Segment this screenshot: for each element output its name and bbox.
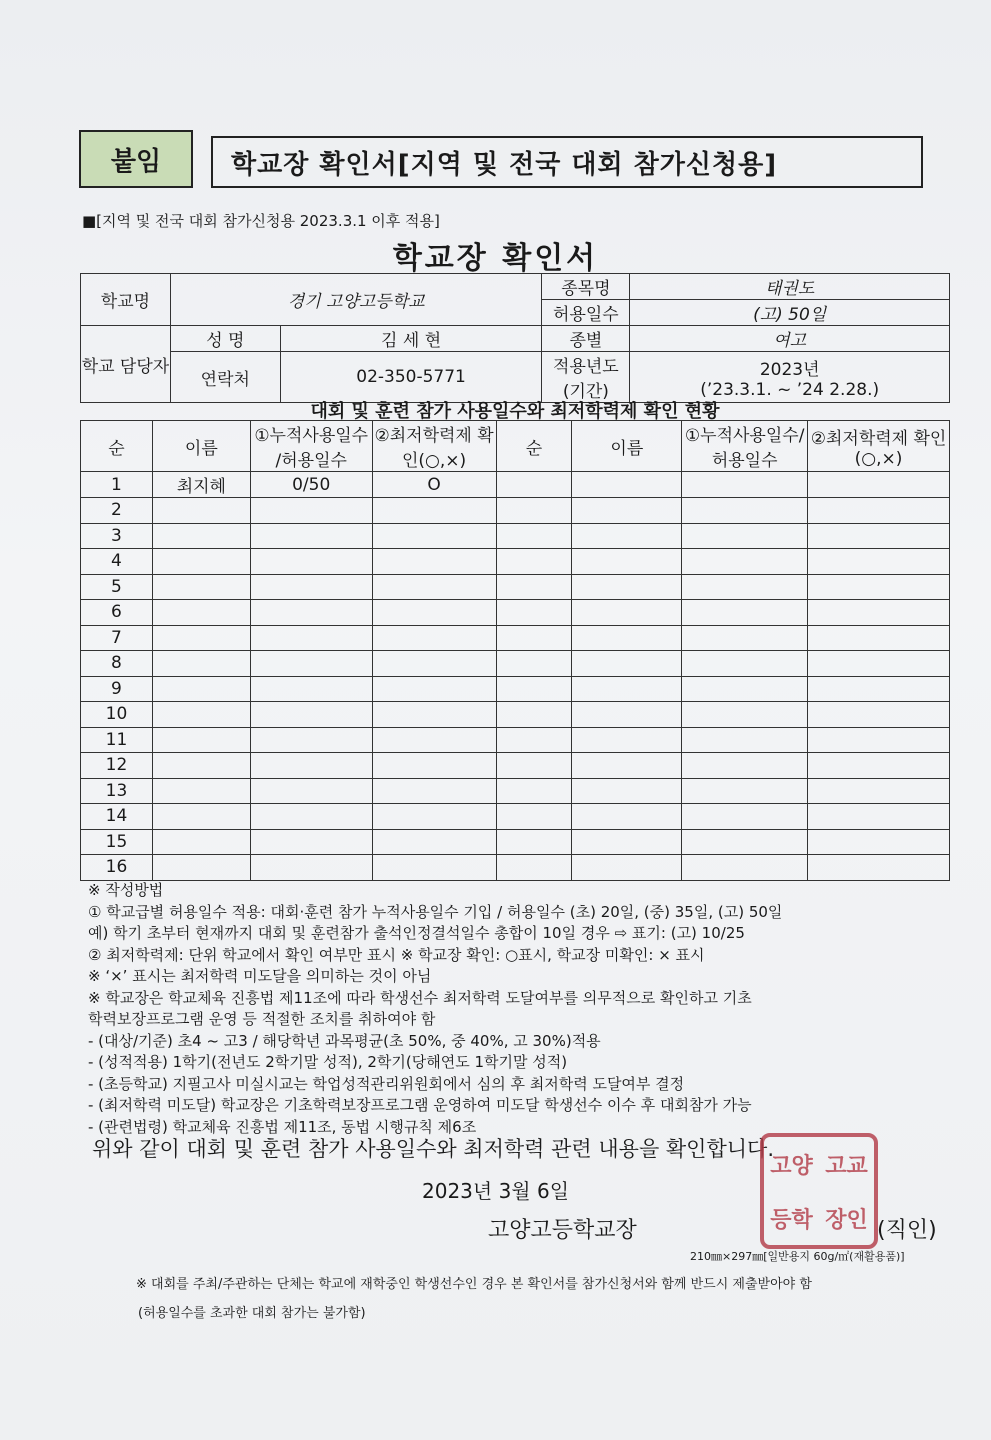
empty-cell — [572, 829, 682, 855]
empty-cell — [808, 804, 950, 830]
row-days — [250, 676, 372, 702]
row-check — [372, 600, 496, 626]
note-line: - (최저학력 미도달) 학교장은 기초학력보장프로그램 운영하여 미도달 학생선수 이수 후 대회참가 가능 — [88, 1096, 752, 1114]
empty-cell — [496, 498, 572, 524]
table-row — [81, 600, 950, 626]
note-line: 예) 학기 초부터 현재까지 대회 및 훈련참가 출석인정결석일수 총합이 10일 경우 ⇨ 표기: (고) 10/25 — [88, 924, 745, 942]
header-name: 이름 — [152, 421, 250, 472]
row-number: 9 — [81, 676, 153, 702]
empty-cell — [572, 600, 682, 626]
empty-cell — [682, 829, 808, 855]
table-row — [81, 676, 950, 702]
empty-cell — [808, 727, 950, 753]
empty-cell — [572, 855, 682, 881]
empty-cell — [682, 651, 808, 677]
table-row — [81, 753, 950, 779]
row-name — [152, 727, 250, 753]
row-name — [152, 651, 250, 677]
row-check: O — [372, 472, 496, 498]
row-days — [250, 778, 372, 804]
empty-cell — [682, 676, 808, 702]
instructions — [88, 880, 948, 1138]
row-name — [152, 498, 250, 524]
empty-cell — [808, 472, 950, 498]
note-line: ※ 작성방법 — [88, 881, 164, 899]
row-number: 15 — [81, 829, 153, 855]
seal-char: 고양 — [770, 1153, 813, 1179]
empty-cell — [572, 804, 682, 830]
row-number: 8 — [81, 651, 153, 677]
empty-cell — [682, 498, 808, 524]
row-days — [250, 855, 372, 881]
allowed-label: 허용일수 — [542, 300, 630, 326]
empty-cell — [808, 778, 950, 804]
table-row — [81, 702, 950, 728]
row-check — [372, 676, 496, 702]
empty-cell — [572, 753, 682, 779]
row-days — [250, 651, 372, 677]
note-line: - (성적적용) 1학기(전년도 2학기말 성적), 2학기(당해연도 1학기말 성적) — [88, 1053, 568, 1071]
name-value: 김 세 현 — [280, 326, 542, 352]
note-line: - (관련법령) 학교체육 진흥법 제11조, 동법 시행규칙 제6조 — [88, 1117, 477, 1136]
row-number: 16 — [81, 855, 153, 881]
note-line: - (대상/기준) 초4 ~ 고3 / 해당학년 과목평균(초 50%, 중 40%, 고 30%)적용 — [88, 1031, 601, 1050]
row-name — [152, 829, 250, 855]
status-table — [80, 420, 950, 881]
gender-label: 종별 — [542, 326, 630, 352]
empty-cell — [808, 498, 950, 524]
empty-cell — [572, 727, 682, 753]
row-days — [250, 753, 372, 779]
empty-cell — [682, 574, 808, 600]
row-number: 11 — [81, 727, 153, 753]
empty-cell — [808, 625, 950, 651]
row-days — [250, 549, 372, 575]
row-number: 14 — [81, 804, 153, 830]
header-check-2: ②최저학력제 확인(○,×) — [808, 421, 950, 472]
contact-label: 연락처 — [170, 352, 280, 403]
info-table — [80, 273, 950, 403]
empty-cell — [572, 523, 682, 549]
empty-cell — [808, 855, 950, 881]
form-title-box: 학교장 확인서[지역 및 전국 대회 참가신청용] — [211, 136, 923, 188]
empty-cell — [808, 676, 950, 702]
table-row — [81, 523, 950, 549]
row-check — [372, 753, 496, 779]
allowed-value: (고) 50일 — [630, 300, 950, 326]
row-check — [372, 625, 496, 651]
note-line: 학력보장프로그램 운영 등 적절한 조치를 취하여야 함 — [88, 1010, 436, 1028]
table-row — [81, 855, 950, 881]
row-number: 1 — [81, 472, 153, 498]
event-label: 종목명 — [542, 274, 630, 300]
row-name — [152, 523, 250, 549]
year-cell — [630, 352, 950, 403]
empty-cell — [496, 676, 572, 702]
table-row — [81, 804, 950, 830]
form-subtitle: ■[지역 및 전국 대회 참가신청용 2023.3.1 이후 적용] — [82, 212, 440, 230]
row-name — [152, 778, 250, 804]
event-value: 태권도 — [630, 274, 950, 300]
empty-cell — [572, 676, 682, 702]
empty-cell — [496, 625, 572, 651]
gender-value: 여고 — [630, 326, 950, 352]
header-check: ②최저학력제 확인(○,×) — [372, 421, 496, 472]
year-label: 적용년도 (기간) — [542, 352, 630, 403]
header-no-2: 순 — [496, 421, 572, 472]
empty-cell — [682, 549, 808, 575]
empty-cell — [572, 549, 682, 575]
empty-cell — [572, 651, 682, 677]
confirmation-statement: 위와 같이 대회 및 훈련 참가 사용일수와 최저학력 관련 내용을 확인합니다. — [92, 1137, 775, 1161]
empty-cell — [572, 702, 682, 728]
empty-cell — [496, 549, 572, 575]
empty-cell — [808, 523, 950, 549]
principal-title: 고양고등학교장 — [488, 1218, 637, 1243]
row-number: 7 — [81, 625, 153, 651]
empty-cell — [682, 727, 808, 753]
row-number: 3 — [81, 523, 153, 549]
official-seal — [760, 1133, 878, 1249]
note-line: ※ 학교장은 학교체육 진흥법 제11조에 따라 학생선수 최저학력 도달여부를 의무적으로 확인하고 기초 — [88, 988, 752, 1007]
empty-cell — [496, 600, 572, 626]
row-check — [372, 523, 496, 549]
row-check — [372, 855, 496, 881]
seal-char: 장인 — [825, 1207, 868, 1233]
note-line: ② 최저학력제: 단위 학교에서 확인 여부만 표시 ※ 학교장 확인: ○표시, 학교장 미확인: × 표시 — [88, 945, 705, 964]
row-name — [152, 804, 250, 830]
footer-note: ※ 대회를 주최/주관하는 단체는 학교에 재학중인 학생선수인 경우 본 확인서를 참가신청서와 함께 반드시 제출받아야 함 — [136, 1277, 812, 1292]
page-title: 학교장 확인서 — [392, 241, 599, 276]
row-days — [250, 523, 372, 549]
period-value: (’23.3.1. ~ ’24 2.28.) — [700, 379, 880, 400]
empty-cell — [496, 651, 572, 677]
header-name-2: 이름 — [572, 421, 682, 472]
row-check — [372, 549, 496, 575]
empty-cell — [682, 804, 808, 830]
school-value: 경기 고양고등학교 — [170, 274, 542, 326]
staff-label: 학교 담당자 — [81, 326, 171, 403]
empty-cell — [572, 625, 682, 651]
issue-date: 2023년 3월 6일 — [422, 1179, 570, 1203]
school-label: 학교명 — [81, 274, 171, 326]
empty-cell — [808, 702, 950, 728]
table-row — [81, 829, 950, 855]
row-check — [372, 651, 496, 677]
empty-cell — [496, 472, 572, 498]
row-name — [152, 625, 250, 651]
status-rows — [81, 472, 950, 881]
contact-value: 02-350-5771 — [280, 352, 542, 403]
empty-cell — [496, 753, 572, 779]
row-check — [372, 804, 496, 830]
table-row — [81, 472, 950, 498]
empty-cell — [682, 855, 808, 881]
paper-spec: 210㎜×297㎜[일반용지 60g/㎡(재활용품)] — [690, 1250, 905, 1263]
empty-cell — [496, 855, 572, 881]
note-line: - (초등학교) 지필고사 미실시교는 학업성적관리위원회에서 심의 후 최저학력 도달여부 결정 — [88, 1074, 685, 1093]
note-line: ※ ‘×’ 표시는 최저학력 미도달을 의미하는 것이 아님 — [88, 967, 432, 985]
row-days — [250, 625, 372, 651]
table-row — [81, 498, 950, 524]
row-name — [152, 549, 250, 575]
empty-cell — [496, 702, 572, 728]
empty-cell — [572, 778, 682, 804]
row-check — [372, 702, 496, 728]
row-name — [152, 753, 250, 779]
empty-cell — [682, 778, 808, 804]
row-check — [372, 778, 496, 804]
empty-cell — [572, 498, 682, 524]
name-label: 성 명 — [170, 326, 280, 352]
row-days — [250, 574, 372, 600]
empty-cell — [496, 829, 572, 855]
row-days — [250, 498, 372, 524]
empty-cell — [496, 523, 572, 549]
seal-char: 고교 — [825, 1153, 868, 1179]
table-row — [81, 778, 950, 804]
empty-cell — [808, 829, 950, 855]
table-row — [81, 549, 950, 575]
row-number: 10 — [81, 702, 153, 728]
row-name: 최지혜 — [152, 472, 250, 498]
row-check — [372, 727, 496, 753]
empty-cell — [808, 651, 950, 677]
empty-cell — [682, 625, 808, 651]
empty-cell — [682, 472, 808, 498]
row-number: 13 — [81, 778, 153, 804]
row-days — [250, 600, 372, 626]
note-line: ① 학교급별 허용일수 적용: 대회·훈련 참가 누적사용일수 기입 / 허용일수 (초) 20일, (중) 35일, (고) 50일 — [88, 902, 783, 921]
empty-cell — [682, 702, 808, 728]
row-check — [372, 498, 496, 524]
row-name — [152, 574, 250, 600]
empty-cell — [682, 600, 808, 626]
status-title: 대회 및 훈련 참가 사용일수와 최저학력제 확인 현황 — [310, 401, 720, 422]
empty-cell — [808, 574, 950, 600]
row-check — [372, 574, 496, 600]
row-number: 6 — [81, 600, 153, 626]
row-name — [152, 600, 250, 626]
table-row — [81, 574, 950, 600]
row-days: 0/50 — [250, 472, 372, 498]
row-name — [152, 676, 250, 702]
seal-char: 등학 — [770, 1207, 813, 1233]
row-days — [250, 702, 372, 728]
empty-cell — [808, 549, 950, 575]
row-number: 5 — [81, 574, 153, 600]
empty-cell — [496, 778, 572, 804]
empty-cell — [496, 804, 572, 830]
footer-note-2: (허용일수를 초과한 대회 참가는 불가함) — [138, 1306, 366, 1321]
header-days: ①누적사용일수 /허용일수 — [250, 421, 372, 472]
table-row — [81, 625, 950, 651]
row-number: 4 — [81, 549, 153, 575]
empty-cell — [682, 753, 808, 779]
row-check — [372, 829, 496, 855]
seal-label: (직인) — [877, 1218, 937, 1243]
year-value: 2023년 — [759, 359, 820, 380]
empty-cell — [682, 523, 808, 549]
row-number: 12 — [81, 753, 153, 779]
header-no: 순 — [81, 421, 153, 472]
table-row — [81, 727, 950, 753]
row-days — [250, 727, 372, 753]
row-name — [152, 855, 250, 881]
empty-cell — [572, 574, 682, 600]
empty-cell — [808, 600, 950, 626]
table-row — [81, 651, 950, 677]
empty-cell — [572, 472, 682, 498]
row-number: 2 — [81, 498, 153, 524]
header-days-2: ①누적사용일수/ 허용일수 — [682, 421, 808, 472]
empty-cell — [496, 574, 572, 600]
row-days — [250, 804, 372, 830]
empty-cell — [496, 727, 572, 753]
row-name — [152, 702, 250, 728]
attachment-tag: 붙임 — [79, 130, 193, 188]
empty-cell — [808, 753, 950, 779]
row-days — [250, 829, 372, 855]
